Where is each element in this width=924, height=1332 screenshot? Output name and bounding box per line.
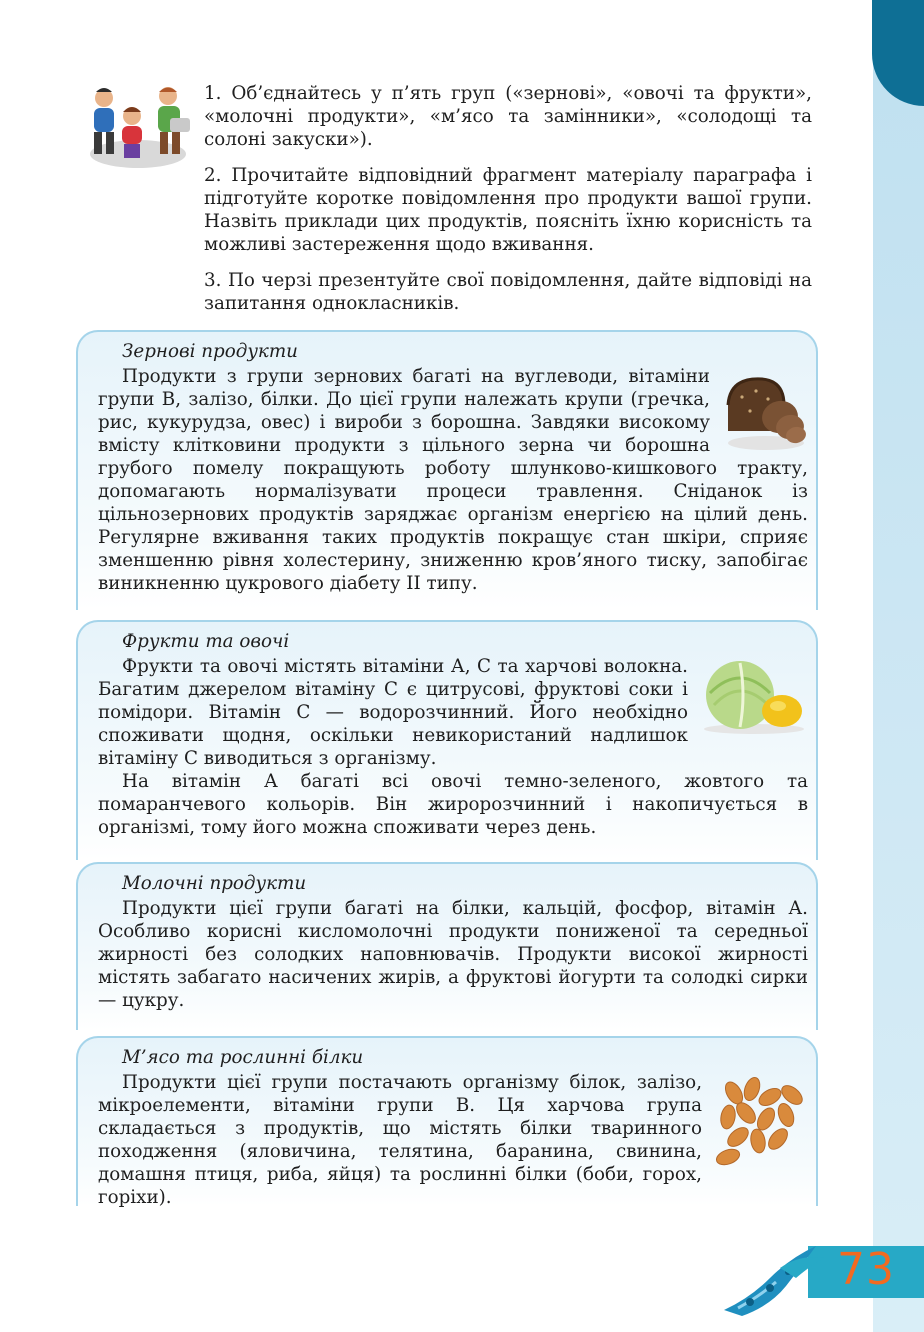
almonds-image bbox=[714, 1075, 806, 1171]
section-title: Молочні продукти bbox=[122, 873, 307, 894]
page-number: 73 bbox=[837, 1244, 895, 1295]
task-list bbox=[204, 82, 812, 328]
section-paragraph: Продукти з групи зернових багаті на вуглеводи, вітаміни групи В, залізо, білки. До цієї групи належать крупи (гречка, рис, кукурудза, овес) і вироби з борошна. Завдяки високому вмісту клітковини продукти з цільного зерна чи борошна грубого помелу покращують роботу шлунково-кишкового тракту, допомагають нормалізувати процеси травлення. Сніданок із цільнозернових продуктів заряджає організм енергією на цілий день. Регулярне вживання таких продуктів покращує стан шкіри, сприяє зменшенню рівня холестерину, зниженню кров’яного тиску, запобігає виникненню цукрового діабету ІІ типу. bbox=[98, 366, 808, 594]
section-grains bbox=[76, 330, 818, 610]
section-paragraph: Фрукти та овочі містять вітаміни А, С та харчові волокна. Багатим джерелом вітаміну С є цитрусові, фруктові соки і помідори. Вітамін С — водорозчинний. Його необхідно споживати щодня, оскільки невикористаний надлишок вітаміну С виводиться з організму. bbox=[98, 656, 688, 769]
side-strip bbox=[873, 0, 924, 1332]
section-fruits-vegetables bbox=[76, 620, 818, 860]
section-meat-proteins bbox=[76, 1036, 818, 1206]
section-paragraph: На вітамін А багаті всі овочі темно-зеленого, жовтого та помаранчевого кольорів. Він жиророзчинний і накопичується в організмі, тому його можна споживати через день. bbox=[98, 771, 808, 838]
section-dairy bbox=[76, 862, 818, 1030]
task-item: 1. Об’єднайтесь у п’ять груп («зернові», «овочі та фрукти», «молочні продукти», «м’ясо та замінники», «солодощі та солоні закуски»). bbox=[204, 83, 812, 150]
bread-image bbox=[722, 369, 806, 453]
section-title: Фрукти та овочі bbox=[122, 631, 290, 652]
group-work-icon bbox=[82, 82, 192, 172]
section-title: Зернові продукти bbox=[122, 341, 298, 362]
section-title: М’ясо та рослинні білки bbox=[122, 1047, 364, 1068]
section-paragraph: Продукти цієї групи багаті на білки, кальцій, фосфор, вітамін А. Особливо корисні кисломолочні продукти пониженої та середньої жирності без солодких наповнювачів. Продукти високої жирності містять забагато насичених жирів, а фруктові йогурти та солодкі сирки — цукру. bbox=[98, 898, 808, 1011]
task-item: 2. Прочитайте відповідний фрагмент матеріалу параграфа і підготуйте коротке повідомлення про продукти вашої групи. Назвіть приклади цих продуктів, поясніть їхню корисність та можливі застереження щодо вживання. bbox=[204, 165, 812, 255]
task-item: 3. По черзі презентуйте свої повідомлення, дайте відповіді на запитання однокласників. bbox=[204, 270, 812, 314]
cabbage-lemon-image bbox=[700, 659, 806, 735]
section-paragraph: Продукти цієї групи постачають організму білок, залізо, мікроелементи, вітаміни групи В. Ця харчова група складається з продуктів, що містять білки тваринного походження (яловичина, телятина, баранина, свинина, домашня птиця, риба, яйця) та рослинні білки (боби, горох, горіхи). bbox=[98, 1072, 702, 1208]
